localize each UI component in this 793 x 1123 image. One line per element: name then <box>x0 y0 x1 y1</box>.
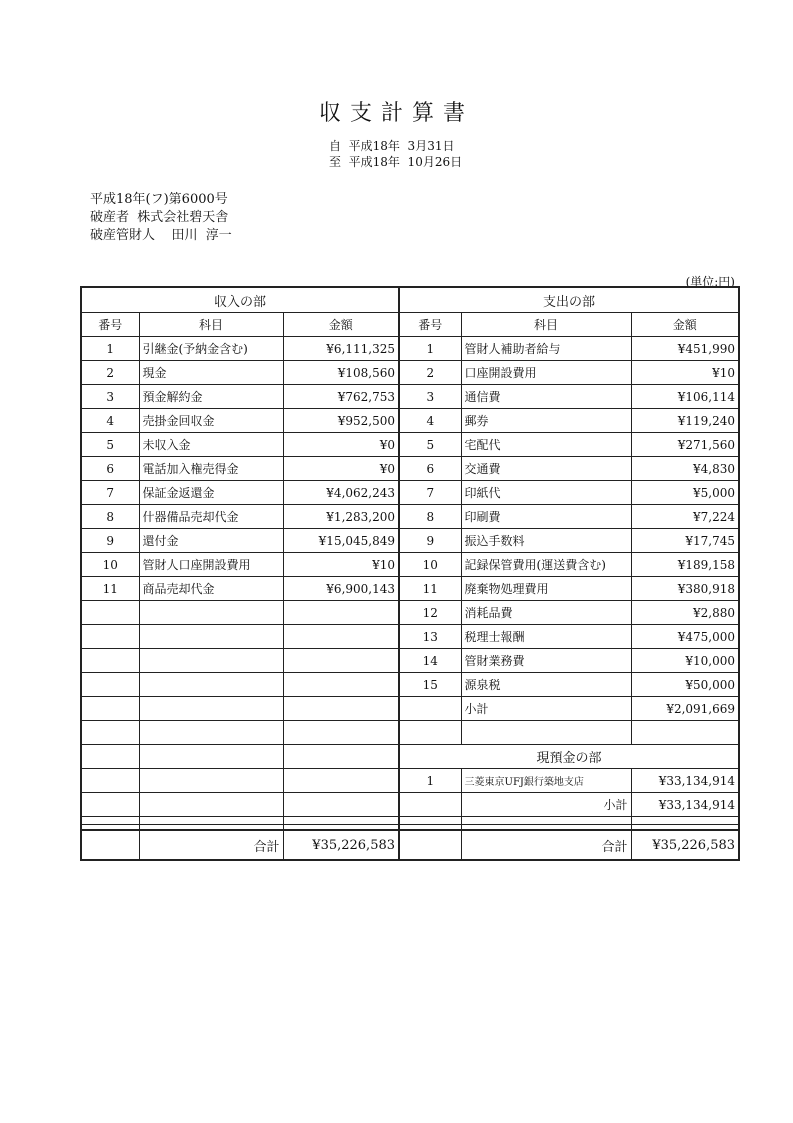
expense-no: 4 <box>399 409 461 433</box>
expense-amount: ¥106,114 <box>631 385 739 409</box>
expense-amount: ¥7,224 <box>631 505 739 529</box>
section-header-row <box>81 287 739 313</box>
expense-blank-no <box>399 721 461 745</box>
trustee-label: 破産管財人 <box>90 228 156 243</box>
bankrupt-name: 株式会社碧天舎 <box>137 210 229 225</box>
income-amount: ¥15,045,849 <box>283 529 399 553</box>
income-item <box>139 697 283 721</box>
income-item: 商品売却代金 <box>139 577 283 601</box>
income-total-blank <box>81 830 139 860</box>
income-no: 11 <box>81 577 139 601</box>
expense-amount: ¥475,000 <box>631 625 739 649</box>
expense-item: 郵券 <box>461 409 631 433</box>
expense-item: 管財業務費 <box>461 649 631 673</box>
income-item <box>139 601 283 625</box>
cash-no: 1 <box>399 769 461 793</box>
page-title: 収支計算書 <box>318 101 474 126</box>
expense-no: 9 <box>399 529 461 553</box>
spacer-row <box>81 817 739 825</box>
income-item: 電話加入権売得金 <box>139 457 283 481</box>
spacer-cell <box>399 817 461 825</box>
cash-item: 三菱東京UFJ銀行築地支店 <box>461 769 631 793</box>
spacer-cell <box>81 817 139 825</box>
expense-amount: ¥17,745 <box>631 529 739 553</box>
income-item <box>139 721 283 745</box>
income-no: 10 <box>81 553 139 577</box>
income-amount: ¥1,283,200 <box>283 505 399 529</box>
income-no: 7 <box>81 481 139 505</box>
expense-item: 通信費 <box>461 385 631 409</box>
expense-item: 廃棄物処理費用 <box>461 577 631 601</box>
income-item <box>139 793 283 817</box>
expense-amount: ¥4,830 <box>631 457 739 481</box>
expense-no: 3 <box>399 385 461 409</box>
income-no: 9 <box>81 529 139 553</box>
cash-amount: ¥33,134,914 <box>631 769 739 793</box>
cash-subtotal-amount: ¥33,134,914 <box>631 793 739 817</box>
spacer-cell <box>139 817 283 825</box>
income-no <box>81 745 139 769</box>
expense-no: 15 <box>399 673 461 697</box>
expense-item: 源泉税 <box>461 673 631 697</box>
expense-no: 1 <box>399 337 461 361</box>
case-number: 平成18年(フ)第6000号 <box>90 192 228 207</box>
table-row <box>81 601 739 625</box>
income-amount <box>283 721 399 745</box>
expense-no: 6 <box>399 457 461 481</box>
expense-no: 14 <box>399 649 461 673</box>
period-to <box>329 153 462 170</box>
table-row <box>81 721 739 745</box>
income-item: 引継金(予納金含む) <box>139 337 283 361</box>
cash-subtotal-row <box>81 793 739 817</box>
expense-item: 印紙代 <box>461 481 631 505</box>
expense-item: 振込手数料 <box>461 529 631 553</box>
trustee-name: 田川 淳一 <box>171 228 232 243</box>
income-col-item: 科目 <box>139 313 283 337</box>
income-amount <box>283 649 399 673</box>
income-no: 2 <box>81 361 139 385</box>
table-row <box>81 481 739 505</box>
income-amount: ¥6,111,325 <box>283 337 399 361</box>
period-from-label: 自 <box>329 139 342 153</box>
period-from <box>329 137 454 154</box>
table-row <box>81 553 739 577</box>
income-no: 8 <box>81 505 139 529</box>
expense-section-title: 支出の部 <box>399 287 739 313</box>
income-item <box>139 625 283 649</box>
total-row <box>81 830 739 860</box>
expense-col-item: 科目 <box>461 313 631 337</box>
table-row <box>81 697 739 721</box>
expense-no: 11 <box>399 577 461 601</box>
expense-amount: ¥5,000 <box>631 481 739 505</box>
income-item: 還付金 <box>139 529 283 553</box>
cash-total-label: 合計 <box>461 830 631 860</box>
income-item <box>139 649 283 673</box>
income-col-amount: 金額 <box>283 313 399 337</box>
income-amount <box>283 673 399 697</box>
expense-blank-amount <box>631 721 739 745</box>
expense-no: 12 <box>399 601 461 625</box>
income-amount: ¥0 <box>283 457 399 481</box>
expense-amount: ¥119,240 <box>631 409 739 433</box>
expense-amount: ¥189,158 <box>631 553 739 577</box>
income-amount <box>283 745 399 769</box>
expense-no: 7 <box>399 481 461 505</box>
income-no: 3 <box>81 385 139 409</box>
income-no: 4 <box>81 409 139 433</box>
income-amount <box>283 793 399 817</box>
income-section-title: 収入の部 <box>81 287 399 313</box>
table-row <box>81 649 739 673</box>
income-item <box>139 745 283 769</box>
expense-item: 記録保管費用(運送費含む) <box>461 553 631 577</box>
income-amount: ¥762,753 <box>283 385 399 409</box>
income-item: 現金 <box>139 361 283 385</box>
expense-no: 10 <box>399 553 461 577</box>
table-row <box>81 385 739 409</box>
table-row <box>81 433 739 457</box>
expense-amount: ¥10,000 <box>631 649 739 673</box>
income-no: 5 <box>81 433 139 457</box>
expense-item: 消耗品費 <box>461 601 631 625</box>
income-item <box>139 769 283 793</box>
table-row <box>81 337 739 361</box>
table-row <box>81 457 739 481</box>
expense-col-amount: 金額 <box>631 313 739 337</box>
income-no <box>81 697 139 721</box>
expense-subtotal-blank <box>399 697 461 721</box>
income-amount <box>283 601 399 625</box>
period-to-date: 平成18年 10月26日 <box>348 155 463 169</box>
income-item: 什器備品売却代金 <box>139 505 283 529</box>
income-no <box>81 673 139 697</box>
bankrupt-line <box>90 206 228 225</box>
income-no <box>81 601 139 625</box>
expense-item: 交通費 <box>461 457 631 481</box>
balance-table-body <box>81 287 739 860</box>
cash-row <box>81 769 739 793</box>
table-row <box>81 577 739 601</box>
expense-no: 8 <box>399 505 461 529</box>
income-item: 預金解約金 <box>139 385 283 409</box>
expense-blank-item <box>461 721 631 745</box>
unit-label: (単位:円) <box>685 275 735 289</box>
income-item: 管財人口座開設費用 <box>139 553 283 577</box>
cash-section-title: 現預金の部 <box>399 745 739 769</box>
expense-item: 印刷費 <box>461 505 631 529</box>
income-no <box>81 649 139 673</box>
expense-subtotal-amount: ¥2,091,669 <box>631 697 739 721</box>
table-row <box>81 505 739 529</box>
bankrupt-label: 破産者 <box>90 210 130 225</box>
income-amount: ¥10 <box>283 553 399 577</box>
income-item: 未収入金 <box>139 433 283 457</box>
expense-item: 宅配代 <box>461 433 631 457</box>
income-no <box>81 769 139 793</box>
income-item <box>139 673 283 697</box>
income-amount: ¥4,062,243 <box>283 481 399 505</box>
income-amount: ¥6,900,143 <box>283 577 399 601</box>
expense-col-no: 番号 <box>399 313 461 337</box>
income-amount: ¥952,500 <box>283 409 399 433</box>
expense-amount: ¥50,000 <box>631 673 739 697</box>
table-row <box>81 361 739 385</box>
period-to-label: 至 <box>329 155 342 169</box>
income-total-amount: ¥35,226,583 <box>283 830 399 860</box>
income-amount <box>283 697 399 721</box>
income-total-label: 合計 <box>139 830 283 860</box>
cash-total-blank <box>399 830 461 860</box>
cash-subtotal-blank <box>399 793 461 817</box>
income-no <box>81 721 139 745</box>
cash-total-amount: ¥35,226,583 <box>631 830 739 860</box>
column-header-row <box>81 313 739 337</box>
income-no <box>81 625 139 649</box>
income-amount: ¥0 <box>283 433 399 457</box>
spacer-cell <box>461 817 631 825</box>
balance-table <box>80 286 740 861</box>
income-amount <box>283 769 399 793</box>
income-no: 1 <box>81 337 139 361</box>
table-row <box>81 673 739 697</box>
table-row <box>81 625 739 649</box>
expense-no: 13 <box>399 625 461 649</box>
expense-item: 管財人補助者給与 <box>461 337 631 361</box>
spacer-cell <box>631 817 739 825</box>
cash-subtotal-label: 小計 <box>461 793 631 817</box>
income-amount: ¥108,560 <box>283 361 399 385</box>
expense-no: 5 <box>399 433 461 457</box>
expense-item: 税理士報酬 <box>461 625 631 649</box>
table-row <box>81 745 739 769</box>
expense-item: 口座開設費用 <box>461 361 631 385</box>
table-row <box>81 529 739 553</box>
income-amount <box>283 625 399 649</box>
expense-amount: ¥451,990 <box>631 337 739 361</box>
expense-amount: ¥271,560 <box>631 433 739 457</box>
period-from-date: 平成18年 3月31日 <box>348 139 455 153</box>
income-item: 売掛金回収金 <box>139 409 283 433</box>
expense-amount: ¥380,918 <box>631 577 739 601</box>
expense-amount: ¥10 <box>631 361 739 385</box>
income-col-no: 番号 <box>81 313 139 337</box>
expense-subtotal-label: 小計 <box>461 697 631 721</box>
trustee-line <box>90 224 232 243</box>
expense-amount: ¥2,880 <box>631 601 739 625</box>
income-no: 6 <box>81 457 139 481</box>
income-item: 保証金返還金 <box>139 481 283 505</box>
table-row <box>81 409 739 433</box>
income-no <box>81 793 139 817</box>
expense-no: 2 <box>399 361 461 385</box>
spacer-cell <box>283 817 399 825</box>
